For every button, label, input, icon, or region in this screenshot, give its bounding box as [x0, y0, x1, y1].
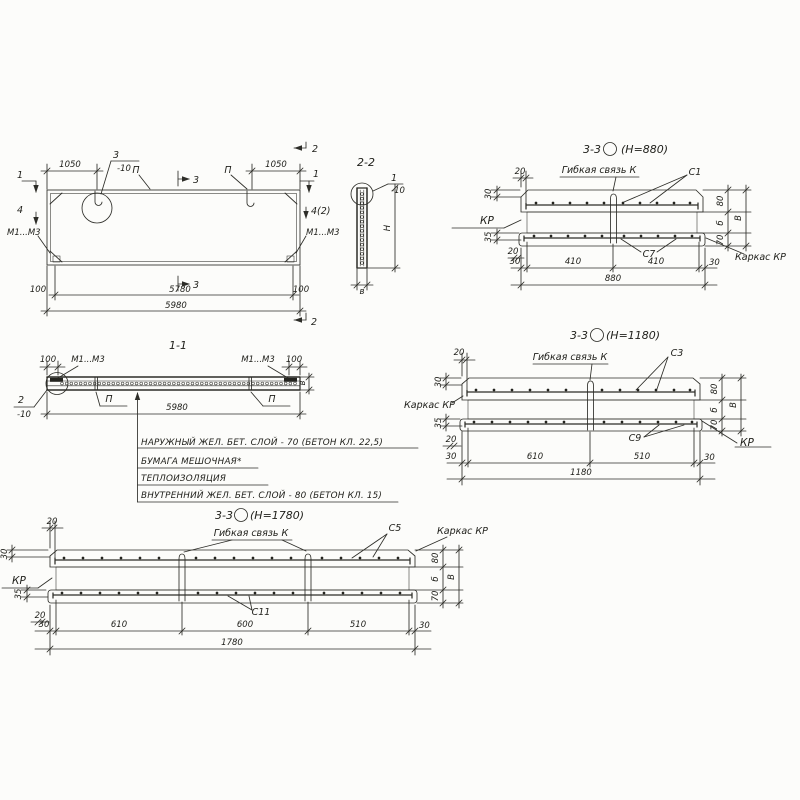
dim-label: 610 — [110, 620, 128, 630]
dim-label-width: в — [359, 287, 365, 297]
dim-label: 30 — [704, 453, 715, 463]
dim-label: В — [447, 574, 457, 580]
dim-label: 1050 — [59, 160, 81, 170]
dim-label: 35 — [484, 231, 494, 243]
end-embed-plate — [50, 378, 63, 382]
bottom-mesh — [465, 422, 697, 427]
dim-label: 880 — [604, 274, 622, 284]
outer-concrete-layer — [521, 190, 703, 212]
dim-label: 30 — [0, 548, 10, 560]
dim-label: 35 — [434, 417, 444, 429]
zone-circle — [604, 143, 617, 156]
detail-circle — [82, 193, 112, 223]
dim-label: 1780 — [221, 638, 243, 648]
joint-marks — [95, 377, 252, 390]
section-title-3-3: 3-3 — [570, 329, 588, 342]
dim-label: 35 — [14, 588, 24, 600]
dim-label: 70 — [716, 234, 726, 246]
embed-mark-right: М1...М3 — [306, 228, 340, 238]
dim-label: 20 — [445, 435, 457, 445]
flexible-tie — [588, 381, 594, 430]
dim-label: 30 — [709, 258, 720, 268]
frame-kr-label: КР — [740, 437, 754, 449]
mesh-bottom-label: С11 — [251, 607, 271, 618]
mesh-bottom-label: С9 — [628, 433, 642, 444]
section-height-note: (Н=880) — [621, 143, 669, 156]
layer-row-2: БУМАГА МЕШОЧНАЯ* — [141, 457, 242, 467]
cut-mark-1-left: 1 — [16, 170, 24, 181]
dim-label: 100 — [285, 355, 303, 365]
cut-mark-4-right: 4(2) — [311, 206, 331, 217]
dim-label: 70 — [710, 419, 720, 431]
section-title-1-1: 1-1 — [169, 339, 187, 352]
dim-label: 1050 — [265, 160, 287, 170]
dim-label: 20 — [514, 167, 526, 177]
dim-label-width: в — [298, 380, 308, 386]
insulation-layer — [56, 567, 409, 590]
dim-label: 100 — [292, 285, 310, 295]
bottom-mesh — [53, 593, 412, 598]
dim-label: 20 — [34, 611, 46, 621]
frame-kr-label: КР — [480, 215, 494, 227]
mesh-top-label: С1 — [688, 167, 702, 178]
layer-row-1: НАРУЖНЫЙ ЖЕЛ. БЕТ. СЛОЙ - 70 (БЕТОН КЛ. 22,5) — [141, 438, 383, 448]
section-height-note: (Н=1780) — [250, 509, 305, 522]
dim-label: В — [729, 402, 739, 408]
dim-label: 80 — [431, 552, 441, 564]
dimension-linework — [2, 142, 771, 655]
mesh-bottom-label: С7 — [642, 249, 656, 260]
embed-mark-left: М1...М3 — [7, 228, 41, 238]
cut-mark-1-right: 1 — [312, 169, 320, 180]
cut-mark-4-left: 4 — [16, 205, 24, 216]
dim-label: В — [734, 215, 744, 221]
flexible-tie — [179, 554, 185, 601]
cut-mark-2-top: 2 — [312, 144, 319, 155]
detail-ref-number: 3 — [112, 150, 120, 161]
end-embed-plate — [284, 378, 297, 382]
dim-label: 410 — [647, 257, 665, 267]
frame-full-label: Каркас КР — [404, 400, 455, 411]
dim-label: 30 — [509, 257, 521, 267]
outer-concrete-layer — [462, 378, 700, 400]
dim-label: 600 — [236, 620, 254, 630]
top-mesh — [526, 203, 698, 209]
plan-view — [7, 144, 340, 328]
section-1-1 — [17, 339, 308, 420]
zone-circle — [591, 329, 604, 342]
face-mark-right: П — [224, 165, 232, 176]
mesh-top-label: С5 — [388, 523, 402, 534]
dim-label: 30 — [484, 188, 494, 200]
dim-label: 5980 — [166, 403, 188, 413]
dim-label: б — [431, 576, 441, 582]
dim-label: 80 — [710, 383, 720, 395]
dim-label: 30 — [445, 452, 457, 462]
section-title-3-3: 3-3 — [583, 143, 601, 156]
dim-label: б — [710, 407, 720, 413]
dim-label: 1180 — [570, 468, 592, 478]
dim-label: 20 — [507, 247, 519, 257]
layer-row-4: ВНУТРЕННИЙ ЖЕЛ. БЕТ. СЛОЙ - 80 (БЕТОН КЛ. 15) — [141, 491, 383, 501]
frame-full-label: Каркас КР — [437, 526, 488, 537]
tie-label: Гибкая связь К — [561, 165, 637, 176]
dim-label: 5980 — [165, 301, 187, 311]
dim-label: б — [716, 220, 726, 226]
detail-ref-sheet: -10 — [391, 186, 405, 196]
face-mark-right: П — [268, 394, 276, 405]
dim-label: 510 — [349, 620, 367, 630]
flexible-tie — [611, 194, 617, 243]
layer-row-3: ТЕПЛОИЗОЛЯЦИЯ — [141, 474, 227, 484]
dim-label: 100 — [39, 355, 57, 365]
section-title-3-3: 3-3 — [215, 509, 233, 522]
dim-label: 410 — [564, 257, 582, 267]
cut-mark-2-bottom: 2 — [311, 317, 318, 328]
dim-label-height: Н — [383, 224, 393, 232]
detail-circle — [46, 373, 68, 395]
detail-ref-number: 2 — [17, 395, 25, 406]
dim-label: 80 — [716, 195, 726, 207]
top-mesh — [467, 390, 695, 396]
flexible-tie — [305, 554, 311, 601]
dim-label: 30 — [419, 621, 430, 631]
dim-label: 610 — [526, 452, 544, 462]
detail-ref-sheet: -10 — [117, 164, 131, 174]
insulation-layer — [527, 212, 697, 233]
section-3-3-1180 — [404, 329, 754, 479]
top-mesh — [55, 558, 410, 564]
dim-label: 30 — [38, 620, 50, 630]
dim-label: 30 — [434, 376, 444, 388]
embed-mark-right: М1...М3 — [241, 355, 275, 365]
dim-label: 100 — [29, 285, 47, 295]
dim-label: 20 — [46, 517, 58, 527]
cut-mark-3-bottom: 3 — [193, 280, 200, 291]
tie-label: Гибкая связь К — [532, 352, 608, 363]
mesh-top-label: С3 — [670, 348, 684, 359]
detail-ref-sheet: -10 — [17, 410, 31, 420]
section-title-2-2: 2-2 — [357, 156, 375, 169]
frame-kr-label: КР — [12, 575, 26, 587]
section-2-2 — [351, 156, 405, 297]
insulation-layer — [468, 400, 694, 419]
inner-concrete-layer — [519, 233, 705, 246]
section-height-note: (Н=1180) — [606, 329, 661, 342]
frame-full-label: Каркас КР — [735, 252, 786, 263]
dim-label: 510 — [633, 452, 651, 462]
detail-ref-number: 1 — [390, 173, 398, 184]
dim-label: 20 — [453, 348, 465, 358]
dim-label: 70 — [431, 590, 441, 602]
inner-concrete-layer — [460, 419, 702, 431]
embed-mark-left: М1...М3 — [71, 355, 105, 365]
section-3-3-880 — [480, 143, 786, 285]
dim-label: 5780 — [169, 285, 191, 295]
face-mark-left: П — [105, 394, 113, 405]
face-mark-left: П — [132, 165, 140, 176]
cut-mark-3-top: 3 — [193, 175, 200, 186]
layers-legend — [141, 436, 383, 501]
tie-label: Гибкая связь К — [213, 528, 289, 539]
zone-circle — [235, 509, 248, 522]
